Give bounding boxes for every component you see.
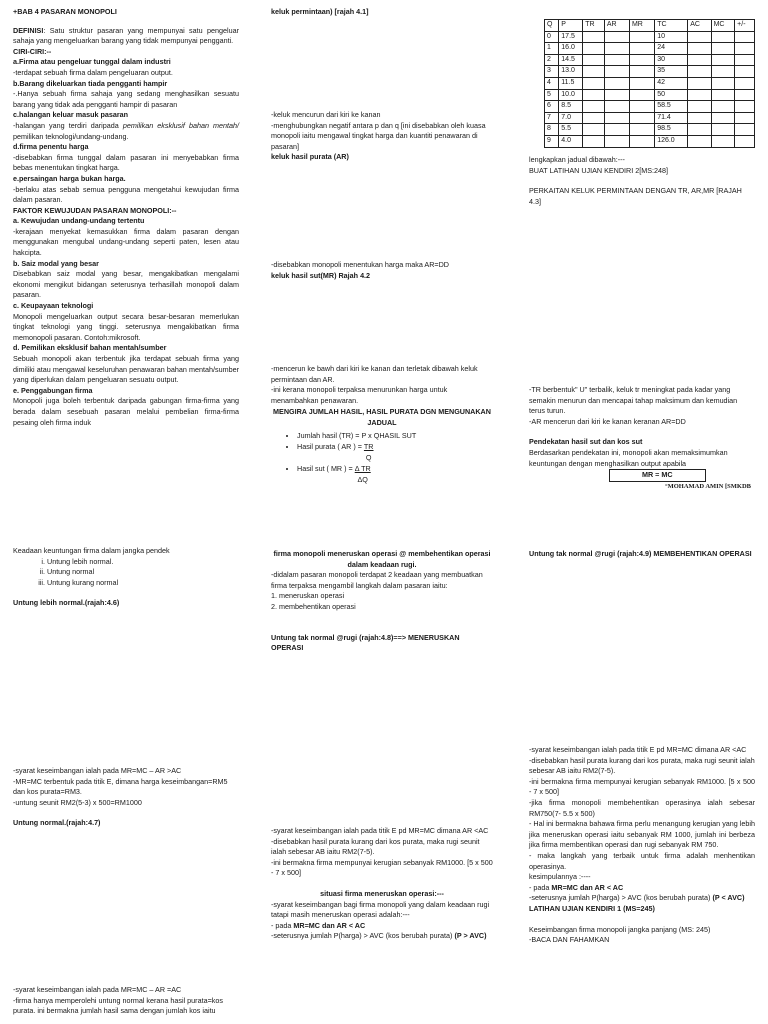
mrmc-box-row [529,469,755,482]
table-cell [629,124,654,136]
table-cell [688,43,711,55]
kesimpulan-line [529,893,755,904]
table-cell [629,54,654,66]
table-cell: 0 [545,31,559,43]
table-cell [604,31,629,43]
table-cell [583,135,605,147]
keadaan-item: iii. Untung kurang normal [47,578,239,589]
situasi-line3-bold: (P > AVC) [454,931,487,941]
lebih-normal-line: -syarat keseimbangan ialah pada MR=MC – AR >AC [13,766,182,775]
rugi-line: -ini bermakna firma mempunyai kerugian sebanyak RM1000. [5 x 500 - 7 x 500] [271,857,493,878]
table-cell [688,124,711,136]
table-cell [688,54,711,66]
formula-ar [297,442,493,463]
table-row [545,89,755,101]
table-cell [604,124,629,136]
ciri-a-heading: a.Firma atau pengeluar tunggal dalam industri [13,57,171,67]
table-cell: 2 [545,54,559,66]
table-cell [711,77,735,89]
table-header-cell: AR [604,20,629,32]
section-henti-lines [529,745,755,946]
henti-line: - Hal ini bermakna bahawa firma perlu menangung kerugian yang lebih jika meneruskan operasi iaitu sebanyak RM 1000, jumlah ini berbeza jika firma membentikan operasi dan rugi sebanyak RM 750. [529,819,755,850]
table-header-row [545,20,755,32]
section-tr [529,385,755,492]
mengira-heading: MENGIRA JUMLAH HASIL, HASIL PURATA DGN MENGUNAKAN JADUAL [273,407,491,427]
henti-heading: Untung tak normal @rugi (rajah:4.9) MEMBEHENTIKAN OPERASI [529,549,752,558]
keluk-line: -menghubungkan negatif antara p dan q [ini disebabkan oleh kuasa monopoli iaitu mengawal tingkat harga dan kuantiti penawaran di pasaran] [271,120,486,151]
ar-heading: keluk hasil purata (AR) [271,152,349,162]
table-cell [688,112,711,124]
table-cell: 8 [545,124,559,136]
table-cell [604,89,629,101]
keluk-permintaan-heading: keluk permintaan) [rajah 4.1] [271,7,369,16]
section-lebih-normal [13,766,239,829]
table-cell [711,54,735,66]
table-cell: 3 [545,66,559,78]
pendekatan-heading: Pendekatan hasil sut dan kos sut [529,437,643,447]
section-table [544,19,755,148]
ciri-c-text-pre: -halangan yang terdiri daripada [13,120,123,130]
ciri-b-text: -.Hanya sebuah firma sahaja yang sedang menghasilkan sesuatu barang yang tidak ada pengganti hampir di pasaran [13,89,239,109]
table-cell: 30 [655,54,688,66]
table-cell: 126.0 [655,135,688,147]
table-cell [629,31,654,43]
section-operasi [271,549,493,654]
ciri-a-text: -terdapat sebuah firma dalam pengeluaran output. [13,67,173,77]
section-normal [13,985,239,1017]
page-title: +BAB 4 PASARAN MONOPOLI [13,7,117,16]
table-cell: 7 [545,112,559,124]
kes-line1-bold: MR=MC dan AR < AC [551,882,624,892]
mrmc-box: MR = MC [609,469,706,482]
faktor-b-heading: b. Saiz modal yang besar [13,258,99,268]
mr-heading: keluk hasil sut(MR) Rajah 4.2 [271,270,371,280]
table-cell: 50 [655,89,688,101]
table-cell [735,124,755,136]
table-cell: 9 [545,135,559,147]
table-row [545,135,755,147]
table-cell: 11.5 [559,77,583,89]
table-row [545,31,755,43]
kes-line2-bold: (P < AVC) [712,893,745,903]
operasi-item: 1. meneruskan operasi [271,591,345,601]
definition-text: : Satu struktur pasaran yang mempunyai satu pengeluar sahaja yang mengeluarkan barang yang tidak mempunyai pengganti. [13,25,239,46]
table-cell [735,43,755,55]
lebih-normal-heading: Untung lebih normal.(rajah:4.6) [13,598,120,608]
situasi-line2-bold: MR=MC dan AR < AC [293,920,366,930]
table-cell [711,112,735,124]
table-cell [735,101,755,113]
table-cell [604,43,629,55]
definition-paragraph [13,26,239,47]
normal-line: -syarat keseimbangan ialah pada MR=MC – AR =AC [13,985,182,994]
formula-ar-den: Q [365,452,372,462]
table-header-cell: MR [629,20,654,32]
ciri-c-text-post: pemilikan teknologi/undang-undang. [13,131,129,141]
table-cell [688,77,711,89]
table-cell [604,101,629,113]
table-cell [629,112,654,124]
faktor-heading: FAKTOR KEWUJUDAN PASARAN MONOPOLI:-- [13,205,177,215]
table-row [545,77,755,89]
tr-line: -TR berbentuk" U" terbalik, keluk tr meningkat pada kadar yang semakin menurun dan mencapai tahap maksimum dan kemudian terus turun. [529,385,738,416]
operasi-heading: firma monopoli meneruskan operasi @ membehentikan operasi dalam keadaan rugi. [273,549,491,569]
formula-mr-num: Δ TR [354,464,371,474]
table-header-cell: AC [688,20,711,32]
situasi-line [271,921,493,932]
baca-text: -BACA DAN FAHAMKAN [529,935,610,945]
table-cell [735,89,755,101]
tr-line: -AR mencerun dari kiri ke kanan keranan AR=DD [529,416,686,426]
table-header-cell: Q [545,20,559,32]
formula-ar-fraction [364,442,374,463]
table-cell [629,43,654,55]
latihan-2-text: BUAT LATIHAN UJIAN KENDIRI 2[MS:248] [529,165,668,175]
table-cell: 71.4 [655,112,688,124]
henti-line: -ini bermakna firma mempunyai kerugian sebanyak RM1000. [5 x 500 - 7 x 500] [529,776,755,797]
faktor-a-text: -kerajaan menyekat kemasukkan firma dalam pasaran dengan menggunakan mengubal undang-undang seperti paten, lesen atau hakcipta. [13,226,239,258]
table-cell [629,66,654,78]
ciri-c-heading: c.halangan keluar masuk pasaran [13,110,129,120]
table-cell [629,77,654,89]
table-cell: 24 [655,43,688,55]
table-cell [583,124,605,136]
lebih-normal-line: -MR=MC terbentuk pada titik E, dimana harga keseimbangan=RM5 dan kos purata=RM3. [13,776,228,797]
table-cell [604,66,629,78]
section-definition [13,7,239,428]
table-cell [711,124,735,136]
table-cell [735,31,755,43]
formula-mr-fraction [355,464,371,485]
ciri-e-text: -berlaku atas sebab semua pengguna mengetahui kewujudan firma dalam pasaran. [13,184,239,205]
table-cell [629,101,654,113]
table-cell [604,54,629,66]
table-cell: 4 [545,77,559,89]
table-cell [735,77,755,89]
kes-line2-pre: -seterusnya jumlah P(harga) > AVC (kos berubah purata) [529,893,713,903]
ciri-c-text-italic: pemilikan eksklusif bahan mentah/ [122,120,239,130]
rugi-line: -disebabkan hasil purata kurang dari kos purata, maka rugi seunit ialah sebesar AB iaitu RM2(7-5). [271,836,480,857]
table-cell [604,112,629,124]
table-cell [688,89,711,101]
table-cell: 58.5 [655,101,688,113]
ciri-d-text: -disebabkan firma tunggal dalam pasaran ini menyebabkan firma bebas menentukan tingkat harga. [13,152,239,173]
table-header-cell: MC [711,20,735,32]
table-cell [711,31,735,43]
table-cell [688,101,711,113]
table-row [545,43,755,55]
table-cell: 10 [655,31,688,43]
table-cell [604,77,629,89]
table-cell [629,135,654,147]
faktor-a-heading: a. Kewujudan undang-undang tertentu [13,216,145,226]
situasi-line: -syarat keseimbangan bagi firma monopoli yang dalam keadaan rugi tatapi masih meneruskan operasi adalah:--- [271,899,490,920]
table-cell [629,89,654,101]
table-cell [583,112,605,124]
definition-label: DEFINISI [13,25,44,35]
formula-ar-label: Hasil purata ( AR ) = [297,442,362,452]
henti-line: kesimpulannya :---- [529,872,591,882]
formula-ar-num: TR [363,442,374,452]
table-cell: 7.0 [559,112,583,124]
ar-line: -disebabkan monopoli menentukan harga maka AR=DD [271,260,449,269]
rugi-line: -syarat keseimbangan ialah pada titik E pd MR=MC dimana AR <AC [271,826,489,835]
faktor-d-heading: d. Pemilikan eksklusif bahan mentah/sumber [13,343,167,353]
henti-line: -jika firma monopoli membehentikan operasinya ialah sebesar RM750(7- 5.5 x 500) [529,797,755,818]
pendekatan-text: Berdasarkan pendekatan ini, monopoli akan memaksimumkan keuntungan dengan menghasilkan output apabila [529,447,728,468]
table-cell [688,66,711,78]
faktor-c-heading: c. Keupayaan teknologi [13,301,94,311]
henti-line: -disebabkan hasil purata kurang dari kos purata, maka rugi seunit ialah sebesar AB iaitu RM2(7-5). [529,755,755,776]
normal-line: -firma hanya memperolehi untung normal kerana hasil purata=kos purata. ini bermakna jumlah hasil sama dengan jumlah kos iaitu [13,995,223,1016]
table-cell [711,66,735,78]
table-cell [583,43,605,55]
formula-tr: • Jumlah hasil (TR) = P x QHASIL SUT [297,431,493,442]
table-cell [735,135,755,147]
formula-mr-label: Hasil sut ( MR ) = [297,464,353,474]
table-header-cell: TR [583,20,605,32]
perkaitan-text: PERKAITAN KELUK PERMINTAAN DENGAN TR, AR,MR [RAJAH 4.3] [529,186,742,206]
author-signature: °MOHAMAD AMIN [SMKDB [664,482,751,490]
mr-line: -mencerun ke bawh dari kiri ke kanan dan terletak dibawah keluk permintaan dan AR. [271,364,478,384]
table-header-cell: P [559,20,583,32]
table-cell: 4.0 [559,135,583,147]
section-keluk-lines [271,110,493,163]
rugi-heading: Untung tak normal @rugi (rajah:4.8)==> MENERUSKAN OPERASI [271,632,460,653]
table-cell: 98.5 [655,124,688,136]
situasi-line [271,931,493,942]
table-cell: 42 [655,77,688,89]
henti-line: - maka langkah yang terbaik untuk firma adalah menhentikan operasinya. [529,850,755,871]
ciri-heading: CIRI-CIRI:-- [13,46,52,56]
faktor-b-text: Disebabkan saiz modal yang besar, mengakibatkan mengalami ekonomi mengikut bidangan seterusnya terhasillah monopoli dalam pasaran. [13,269,239,300]
ciri-e-heading: e.persaingan harga bukan harga. [13,173,126,183]
ciri-b-heading: b.Barang dikeluarkan tiada pengganti hampir [13,78,168,88]
table-cell: 1 [545,43,559,55]
table-cell: 14.5 [559,54,583,66]
table-body [545,31,755,147]
faktor-e-text: Monopoli juga boleh terbentuk daripada gabungan firma-firma yang berada dalam sesebuah pasaran melalui pembelian firma-firma pesaing oleh firma induk [13,396,239,427]
formula-list [271,431,493,486]
kes-line1-pre: - pada [529,882,552,892]
table-row [545,124,755,136]
table-cell [688,135,711,147]
table-cell [604,135,629,147]
table-cell: 10.0 [559,89,583,101]
table-cell: 13.0 [559,66,583,78]
situasi-line2-pre: - pada [271,920,294,930]
situasi-line3-pre: -seterusnya jumlah P(harga) > AVC (kos berubah purata) [271,931,455,941]
keadaan-item: i. Untung lebih normal. [47,557,239,568]
revenue-cost-table [544,19,755,148]
section-ar [271,260,493,281]
section-mr [271,364,493,487]
formula-mr [297,464,493,485]
keadaan-list [13,557,239,589]
mr-line: -ini kerana monopoli terpaksa menurunkan harga untuk menambahkan penawaran. [271,385,448,405]
faktor-c-text: Monopoli mengeluarkan output secara besar-besaran memerlukan tingkat teknologi yang tinggi. seterusnya mengakibatkan firma memonopoli pasaran. Contoh:mikrosoft. [13,311,239,342]
table-row [545,66,755,78]
section-henti [529,549,755,560]
faktor-d-text: Sebuah monopoli akan terbentuk jika terdapat sebuah firma yang dimiliki atau mengawal keseluruhan penawaran bahan mentah/sumber yang diperlukan dalam pengeluaran sesuatu output. [13,354,239,385]
table-cell: 16.0 [559,43,583,55]
table-cell: 17.5 [559,31,583,43]
table-cell: 6 [545,101,559,113]
table-cell [711,43,735,55]
panjang-text: Keseimbangan firma monopoli jangka panjang (MS: 245) [529,924,711,934]
operasi-intro: -didalam pasaran monopoli terdapat 2 keadaan yang membuatkan firma terpaksa mengambil langkah dalam pasaran iaitu: [271,570,483,590]
table-header-cell: TC [655,20,688,32]
section-keluk-permintaan [271,7,493,18]
henti-line: -syarat keseimbangan ialah pada titik E pd MR=MC dimana AR <AC [529,745,747,754]
ciri-d-heading: d.firma penentu harga [13,142,89,152]
table-row [545,112,755,124]
table-cell [583,77,605,89]
table-cell [711,135,735,147]
table-cell [688,31,711,43]
table-cell: 35 [655,66,688,78]
table-header-cell: +/- [735,20,755,32]
section-keadaan [13,546,239,609]
section-lengkapkan [529,155,755,207]
keluk-line: -keluk mencurun dari kiri ke kanan [271,110,381,119]
formula-mr-den: ΔQ [357,474,368,484]
keadaan-item: ii. Untung normal [47,567,239,578]
keadaan-intro: Keadaan keuntungan firma dalam jangka pendek [13,546,170,555]
table-cell [711,101,735,113]
table-cell [583,54,605,66]
situasi-heading: situasi firma meneruskan operasi:--- [320,888,444,898]
table-cell [583,101,605,113]
table-cell [583,66,605,78]
operasi-item: 2. membehentikan operasi [271,601,356,611]
table-cell [735,54,755,66]
lengkapkan-text: lengkapkan jadual dibawah:--- [529,155,625,164]
table-cell [711,89,735,101]
ciri-c-text [13,121,239,142]
table-cell: 5 [545,89,559,101]
table-cell [583,31,605,43]
section-rugi [271,826,493,942]
table-cell [735,66,755,78]
normal-heading: Untung normal.(rajah:4.7) [13,818,101,828]
kesimpulan-line [529,883,755,894]
table-cell: 8.5 [559,101,583,113]
table-row [545,101,755,113]
table-cell: 5.5 [559,124,583,136]
latihan-1-text: LATIHAN UJIAN KENDIRI 1 (MS=245) [529,903,655,913]
table-cell [735,112,755,124]
table-cell [583,89,605,101]
lebih-normal-line: -untung seunit RM2(5-3) x 500=RM1000 [13,797,142,807]
faktor-e-heading: e. Penggabungan firma [13,385,93,395]
table-row [545,54,755,66]
